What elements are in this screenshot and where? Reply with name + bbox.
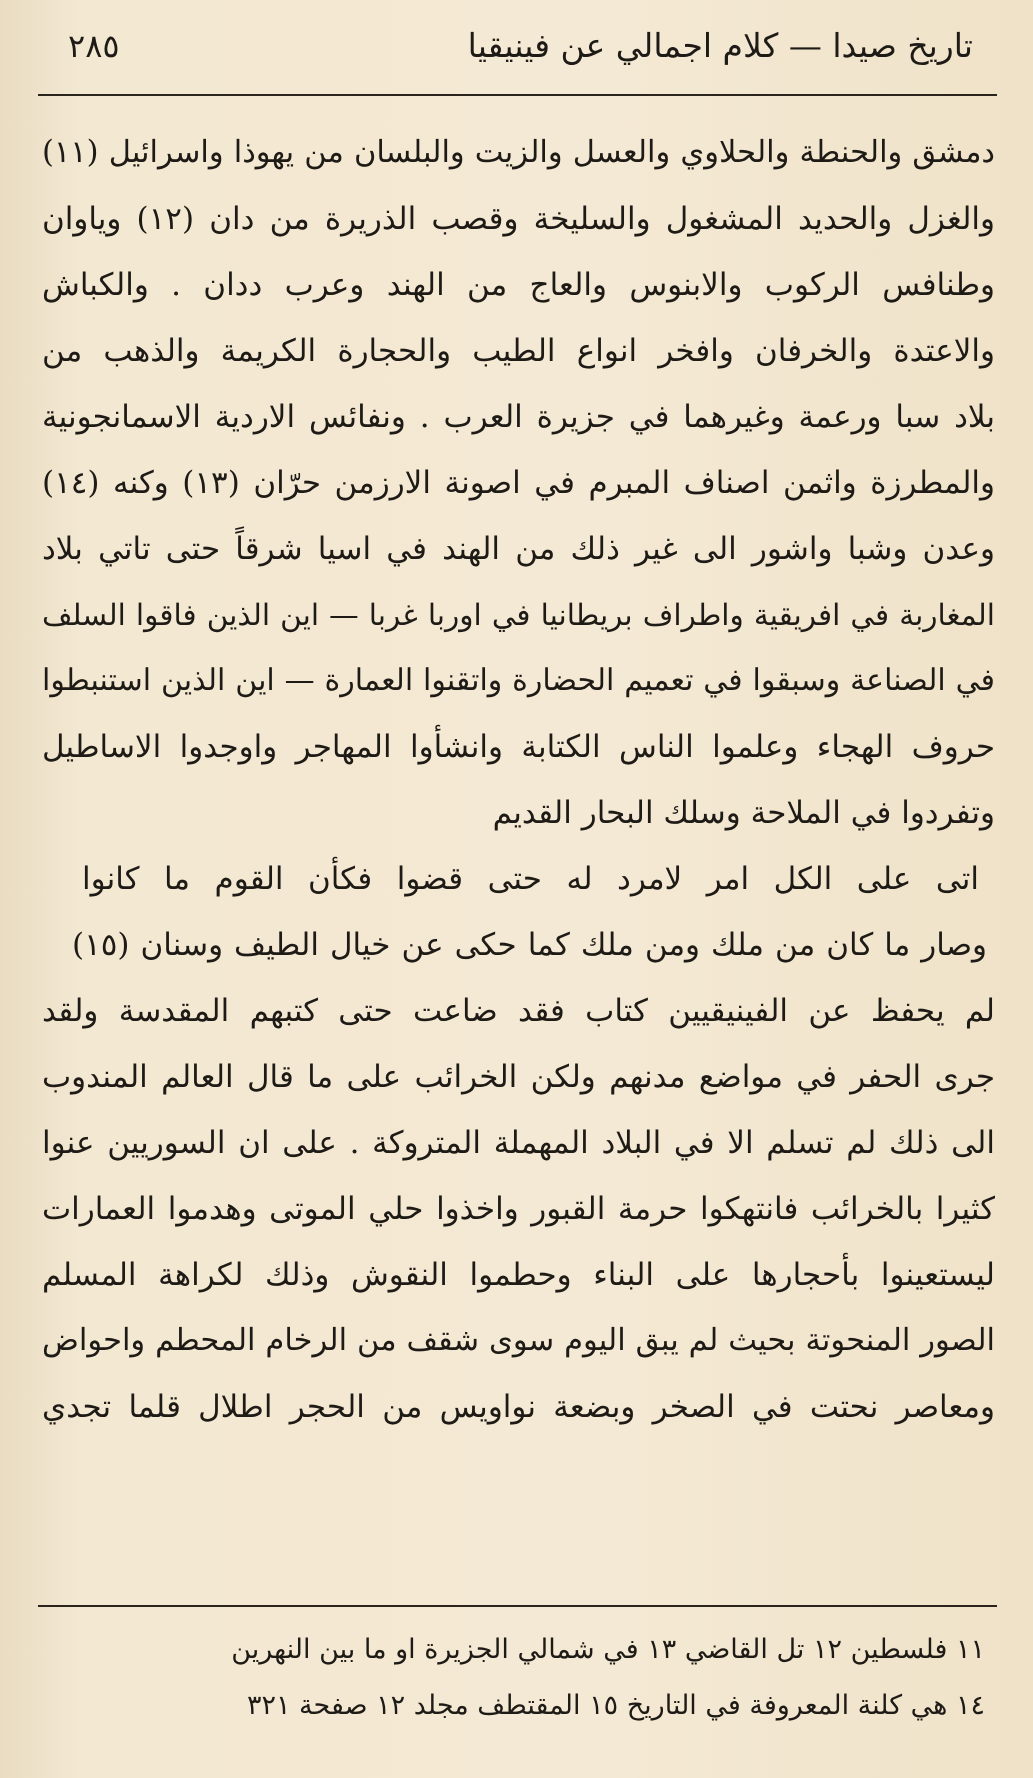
text-line: كثيرا بالخرائب فانتهكوا حرمة القبور واخذوا حلي الموتى وهدموا العمارات	[42, 1191, 995, 1227]
footnote-rule	[38, 1605, 997, 1607]
header-rule	[38, 94, 997, 96]
verse-line: اتى على الكل امر لامرد له حتى قضوا فكأن القوم ما كانوا	[82, 861, 979, 897]
text-line: بلاد سبا ورعمة وغيرهما في جزيرة العرب . ونفائس الاردية الاسمانجونية	[42, 399, 995, 435]
text-line: ليستعينوا بأحجارها على البناء وحطموا النقوش وذلك لكراهة المسلم	[42, 1257, 995, 1293]
text-line: ومعاصر نحتت في الصخر وبضعة نواويس من الحجر اطلال قلما تجدي	[42, 1389, 995, 1425]
text-line: المغاربة في افريقية واطراف بريطانيا في اوربا غربا — اين الذين فاقوا السلف	[42, 598, 995, 632]
verse-line: وصار ما كان من ملك ومن ملك كما حكى عن خيال الطيف وسنان (١٥)	[72, 927, 987, 963]
text-line: وعدن وشبا واشور الى غير ذلك من الهند في اسيا شرقاً حتى تاتي بلاد	[42, 531, 995, 567]
text-line: والغزل والحديد المشغول والسليخة وقصب الذريرة من دان (١٢) وياوان	[42, 201, 995, 237]
text-line: في الصناعة وسبقوا في تعميم الحضارة واتقنوا العمارة — اين الذين استنبطوا	[42, 663, 995, 698]
page-number: ٢٨٥	[68, 27, 120, 65]
text-line: وتفردوا في الملاحة وسلك البحار القديم	[492, 795, 995, 831]
running-head	[60, 18, 973, 78]
text-line: لم يحفظ عن الفينيقيين كتاب فقد ضاعت حتى كتبهم المقدسة ولقد	[42, 993, 995, 1029]
text-line: الى ذلك لم تسلم الا في البلاد المهملة المتروكة . على ان السوريين عنوا	[42, 1125, 995, 1161]
text-line: والمطرزة واثمن اصناف المبرم في اصونة الارزمن حرّان (١٣) وكنه (١٤)	[42, 465, 995, 501]
running-title: تاريخ صيدا — كلام اجمالي عن فينيقيا	[467, 26, 973, 65]
text-line: حروف الهجاء وعلموا الناس الكتابة وانشأوا المهاجر واوجدوا الاساطيل	[42, 729, 995, 765]
footnote-line: ١١ فلسطين ١٢ تل القاضي ١٣ في شمالي الجزيرة او ما بين النهرين	[231, 1634, 985, 1665]
text-line: وطنافس الركوب والابنوس والعاج من الهند وعرب ددان . والكباش	[42, 267, 995, 303]
text-line: الصور المنحوتة بحيث لم يبق اليوم سوى شقف من الرخام المحطم واحواض	[42, 1323, 995, 1358]
body-text	[42, 120, 995, 1440]
text-line: والاعتدة والخرفان وافخر انواع الطيب والحجارة الكريمة والذهب من	[42, 333, 995, 369]
text-line: دمشق والحنطة والحلاوي والعسل والزيت والبلسان من يهوذا واسرائيل (١١)	[42, 135, 995, 170]
text-line: جرى الحفر في مواضع مدنهم ولكن الخرائب على ما قال العالم المندوب	[42, 1059, 995, 1095]
footnotes	[60, 1622, 985, 1734]
footnote-line: ١٤ هي كلنة المعروفة في التاريخ ١٥ المقتطف مجلد ١٢ صفحة ٣٢١	[246, 1690, 985, 1721]
